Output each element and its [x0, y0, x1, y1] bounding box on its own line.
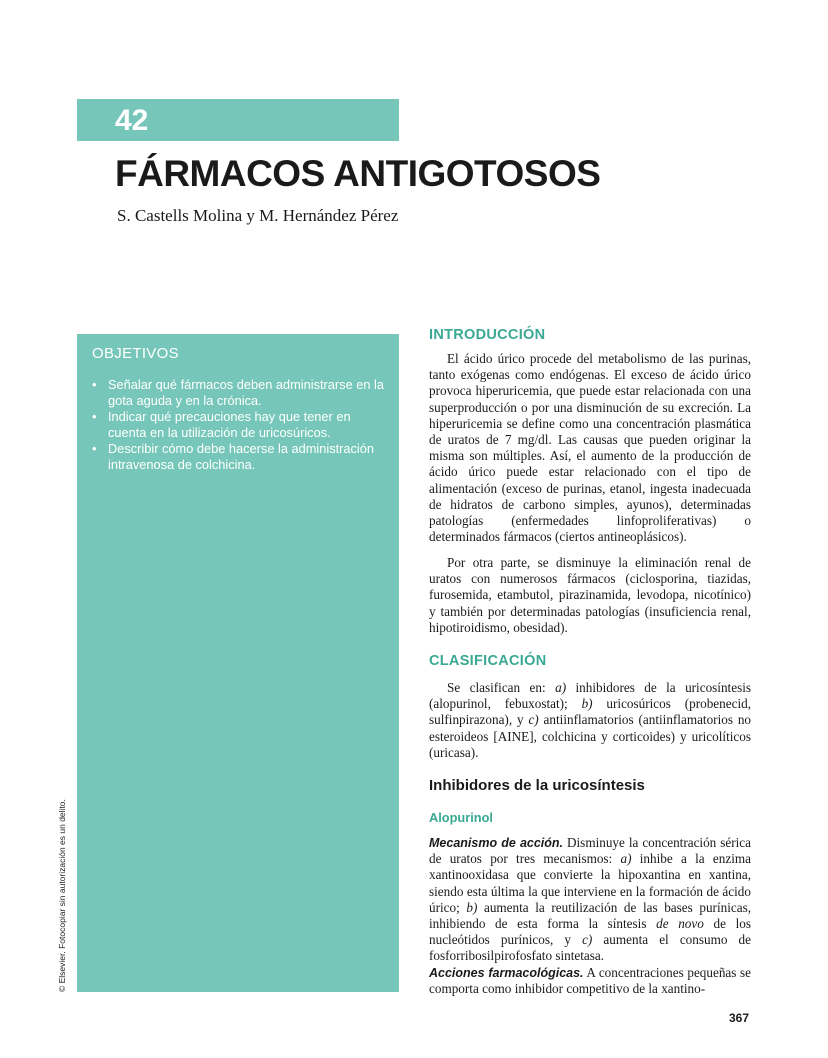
- paragraph-lead: Mecanismo de acción.: [429, 836, 564, 850]
- intro-paragraph-1: El ácido úrico procede del metabolismo de las purinas, tanto exógenas como endógenas. El exceso de ácido úrico provoca hiperuricemia, que puede estar relacionada con una superproducción o por una disminución de su excreción. La hiperuricemia se define como una concentración plasmática de uratos de 7 mg/dl. Las causas que pueden originar la misma son múltiples. Así, el aumento de la producción de ácido úrico puede estar relacionado con el tipo de alimentación (exceso de purinas, etanol, ingesta inadecuada de hidratos de carbono simples, ayunos), determinadas patologías (enfermedades linfoproliferativas) o determinados fármacos (ciertos antineoplásicos).: [429, 351, 751, 545]
- list-marker: a): [555, 680, 567, 695]
- list-marker: b): [466, 899, 478, 915]
- subsection-heading-inhibidores: Inhibidores de la uricosíntesis: [429, 777, 645, 794]
- acciones-text: A concentraciones pequeñas se comporta como inhibidor competitivo de la xantino-: [429, 965, 752, 997]
- copyright-side-note: © Elsevier. Fotocopiar sin autorización es un delito.: [57, 799, 67, 992]
- alopurinol-acciones-paragraph: [429, 965, 751, 997]
- list-marker: a): [620, 851, 632, 867]
- mecanismo-text: inhibe a la enzima xantinooxidasa que convierte la hipoxantina en xantina, siendo esta última la que interviene en la formación de ácido úrico;: [429, 851, 751, 915]
- clasificacion-text: antiinflamatorios (antiinflamatorios no esteroideos [AINE], colchicina y corticoides) y uricolíticos (uricasa).: [429, 712, 752, 760]
- section-heading-clasificacion: CLASIFICACIÓN: [429, 653, 547, 669]
- subsubsection-heading-alopurinol: Alopurinol: [429, 810, 493, 825]
- chapter-number: 42: [115, 104, 149, 137]
- mecanismo-text: aumenta el consumo de fosforribosilpirofosfato sintetasa.: [429, 932, 751, 964]
- italic-term: de novo: [656, 916, 704, 932]
- objective-item: • Describir cómo debe hacerse la administración intravenosa de colchicina.: [89, 441, 389, 473]
- page-number: 367: [729, 1011, 750, 1025]
- list-marker: c): [528, 712, 539, 728]
- clasificacion-paragraph: [429, 680, 751, 761]
- list-marker: c): [582, 932, 593, 948]
- mecanismo-text: de los nucleótidos purínicos, y: [429, 916, 751, 948]
- objectives-box: [77, 334, 399, 992]
- objectives-list: [89, 377, 389, 473]
- mecanismo-text: Disminuye la concentración sérica de uratos por tres mecanismos:: [429, 835, 751, 867]
- chapter-authors: S. Castells Molina y M. Hernández Pérez: [117, 206, 399, 225]
- objectives-title: OBJETIVOS: [92, 345, 179, 362]
- objective-item: • Señalar qué fármacos deben administrarse en la gota aguda y en la crónica.: [89, 377, 389, 409]
- objective-item: • Indicar qué precauciones hay que tener en cuenta en la utilización de uricosúricos.: [89, 409, 389, 441]
- intro-paragraph-2: Por otra parte, se disminuye la eliminación renal de uratos con numerosos fármacos (ciclosporina, tiazidas, furosemida, etambutol, pirazinamida, levodopa, nicotínico) y también por determinadas patologías (insuficiencia renal, hipotiroidismo, obesidad).: [429, 555, 751, 635]
- clasificacion-text: Se clasifican en:: [447, 680, 556, 695]
- chapter-title: FÁRMACOS ANTIGOTOSOS: [115, 153, 601, 194]
- paragraph-lead: Acciones farmacológicas.: [429, 966, 584, 980]
- mecanismo-text: aumenta la reutilización de las bases purínicas, inhibiendo de esta forma la síntesis: [429, 899, 752, 932]
- alopurinol-mecanismo-paragraph: [429, 835, 751, 965]
- clasificacion-text: inhibidores de la uricosíntesis (alopurinol, febuxostat);: [429, 680, 752, 712]
- list-marker: b): [581, 696, 593, 712]
- section-heading-introduccion: INTRODUCCIÓN: [429, 327, 546, 343]
- clasificacion-text: uricosúricos (probenecid, sulfinpirazona), y: [429, 696, 751, 728]
